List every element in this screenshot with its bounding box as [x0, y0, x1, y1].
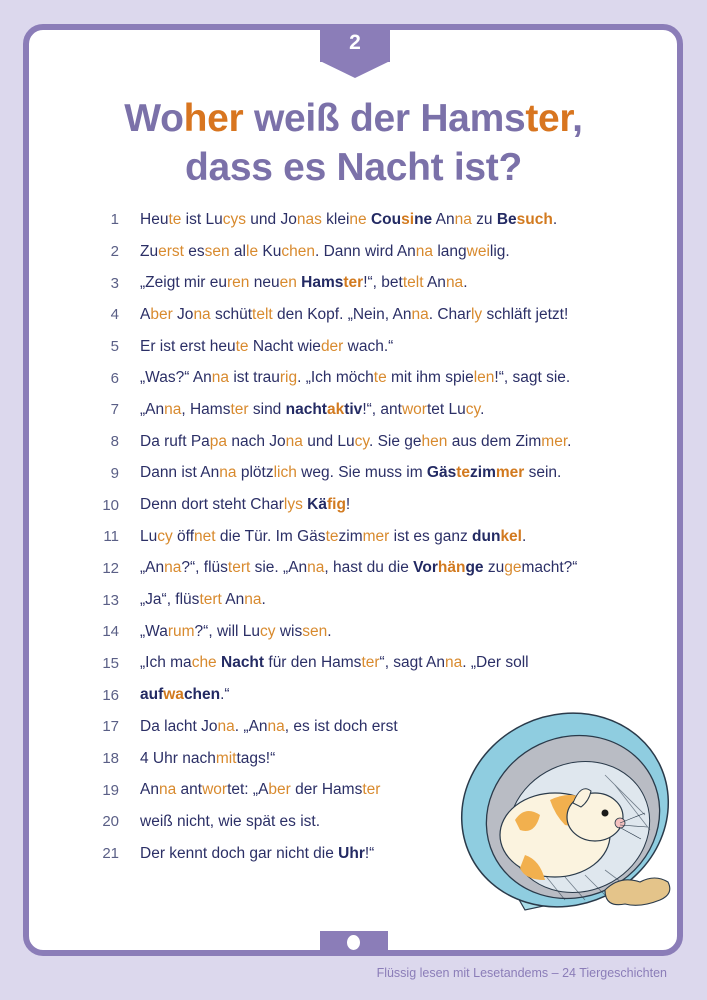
syllable: Nacht: [221, 654, 265, 672]
syllable: na: [445, 654, 463, 672]
syllable: hän: [437, 559, 466, 577]
syllable: te: [168, 210, 182, 228]
syllable: An: [140, 781, 159, 799]
story-line: [95, 299, 655, 331]
story-line: [95, 489, 655, 521]
syllable: Nacht wie: [248, 337, 321, 355]
syllable: ly: [470, 305, 483, 323]
syllable: che: [191, 654, 217, 672]
line-number: 2: [110, 243, 119, 261]
line-number: 9: [110, 464, 119, 482]
syllable: Vor: [413, 559, 438, 577]
syllable: An: [221, 591, 245, 609]
syllable: na: [285, 432, 303, 450]
syllable: na: [217, 717, 235, 735]
syllable: und Jo: [245, 210, 297, 228]
syllable: wor: [202, 781, 228, 799]
syllable: schläft jetzt!: [482, 305, 569, 323]
syllable: ?“, will Lu: [194, 622, 261, 640]
syllable: mit: [215, 749, 237, 767]
story-line: [95, 331, 655, 363]
syllable: „An: [140, 400, 165, 418]
syllable: weiß nicht, wie spät es ist.: [140, 812, 321, 830]
syllable: te: [235, 337, 249, 355]
syllable: fig: [326, 496, 346, 514]
syllable: , hast du die: [324, 559, 414, 577]
syllable: .“: [220, 686, 230, 704]
syllable: sie. „An: [250, 559, 308, 577]
syllable: sen: [204, 242, 230, 260]
syllable: der: [320, 337, 344, 355]
syllable: „Ja“, flüs: [140, 591, 200, 609]
line-text: [140, 274, 468, 292]
story-line: [95, 616, 655, 648]
syllable: lig.: [489, 242, 510, 260]
syllable: schüt: [210, 305, 253, 323]
syllable: . Char: [428, 305, 471, 323]
line-text: [140, 781, 380, 799]
syllable: chen: [281, 242, 315, 260]
syllable: Wo: [124, 97, 184, 140]
syllable: na: [164, 559, 182, 577]
line-number: 19: [102, 781, 119, 799]
syllable: Hams: [301, 274, 344, 292]
syllable: .: [480, 400, 485, 418]
syllable: lich: [273, 464, 297, 482]
syllable: dun: [472, 527, 501, 545]
syllable: wis: [275, 622, 303, 640]
syllable: . „Der soll: [462, 654, 529, 672]
syllable: . „Ich möch: [297, 369, 374, 387]
syllable: Dann ist An: [140, 464, 220, 482]
syllable: ne: [349, 210, 367, 228]
syllable: erst: [158, 242, 184, 260]
line-number: 14: [102, 623, 119, 641]
line-text: [140, 338, 393, 356]
line-text: [140, 243, 510, 261]
syllable: “, sagt An: [379, 654, 446, 672]
line-number: 17: [102, 718, 119, 736]
syllable: wa: [163, 686, 184, 704]
syllable: öff: [172, 527, 195, 545]
line-text: [140, 496, 350, 514]
syllable: her: [183, 97, 244, 140]
line-number: 18: [102, 750, 119, 768]
line-text: [140, 464, 561, 482]
syllable: Gäs: [426, 464, 457, 482]
syllable: für den Hams: [264, 654, 362, 672]
line-number: 4: [110, 306, 119, 324]
line-number: 7: [110, 401, 119, 419]
line-number: 11: [103, 528, 119, 546]
syllable: kel: [500, 527, 522, 545]
syllable: tiv: [344, 400, 363, 418]
syllable: na: [244, 591, 262, 609]
syllable: Da ruft Pa: [140, 432, 210, 450]
syllable: An: [432, 210, 455, 228]
story-line: [95, 394, 655, 426]
syllable: na: [445, 274, 464, 292]
syllable: !: [345, 496, 351, 514]
syllable: ter: [361, 654, 380, 672]
syllable: Be: [496, 210, 517, 228]
syllable: nas: [296, 210, 322, 228]
line-text: [140, 369, 570, 387]
syllable: rig: [279, 369, 298, 387]
syllable: tet: „A: [227, 781, 269, 799]
line-number: 12: [102, 559, 119, 577]
syllable: len: [473, 369, 495, 387]
syllable: al: [229, 242, 246, 260]
syllable: 4 Uhr nach: [140, 749, 216, 767]
syllable: na: [267, 717, 285, 735]
syllable: ber: [150, 305, 173, 323]
footer-series-title: Flüssig lesen mit Lesetandems – 24 Tiergeschichten: [376, 966, 667, 980]
syllable: le: [246, 242, 259, 260]
syllable: cy: [260, 622, 276, 640]
syllable: .: [567, 432, 572, 450]
syllable: cy: [465, 400, 481, 418]
syllable: hen: [421, 432, 448, 450]
syllable: mit ihm spie: [386, 369, 474, 387]
syllable: ter: [343, 274, 364, 292]
syllable: wor: [401, 400, 427, 418]
syllable: Cou: [370, 210, 402, 228]
syllable: na: [158, 781, 177, 799]
line-number: 5: [110, 338, 119, 356]
syllable: na: [415, 242, 434, 260]
syllable: macht?“: [521, 559, 578, 577]
syllable: ?“, flüs: [181, 559, 228, 577]
line-text: [140, 750, 275, 768]
syllable: na: [219, 464, 237, 482]
line-text: [140, 559, 577, 577]
syllable: !“: [364, 844, 375, 862]
syllable: ist trau: [229, 369, 280, 387]
syllable: tert: [227, 559, 251, 577]
syllable: .: [327, 622, 332, 640]
line-number: 20: [102, 813, 119, 831]
syllable: .: [522, 527, 527, 545]
story-line: [95, 267, 655, 299]
syllable: .: [261, 591, 266, 609]
syllable: es: [183, 242, 205, 260]
syllable: na: [211, 369, 230, 387]
syllable: ne: [414, 210, 433, 228]
syllable: „An: [140, 559, 165, 577]
syllable: weg. Sie muss im: [296, 464, 427, 482]
syllable: weiß der Hams: [243, 97, 526, 140]
line-number: 13: [102, 591, 119, 609]
syllable: ak: [326, 400, 345, 418]
syllable: „Ich ma: [140, 654, 192, 672]
line-number: 8: [110, 433, 119, 451]
syllable: te: [325, 527, 339, 545]
syllable: „Wa: [140, 622, 168, 640]
syllable: ren: [227, 274, 250, 292]
syllable: telt: [252, 305, 273, 323]
syllable: zu: [471, 210, 497, 228]
syllable: Lu: [140, 527, 158, 545]
syllable: . Sie ge: [368, 432, 422, 450]
syllable: Kä: [307, 496, 327, 514]
syllable: ist Lu: [181, 210, 223, 228]
line-text: [140, 845, 374, 863]
syllable: Zu: [140, 242, 159, 260]
syllable: si: [401, 210, 415, 228]
syllable: lang: [433, 242, 467, 260]
line-number: 6: [110, 369, 119, 387]
syllable: cys: [222, 210, 246, 228]
syllable: nach Jo: [227, 432, 286, 450]
syllable: cy: [354, 432, 369, 450]
syllable: Denn dort steht Char: [140, 496, 284, 514]
syllable: na: [307, 559, 325, 577]
page-indicator-dot: [347, 935, 360, 950]
syllable: den Kopf. „Nein, An: [272, 305, 412, 323]
line-text: [140, 623, 332, 641]
syllable: „Zeigt mir eu: [140, 274, 227, 292]
syllable: tags!“: [236, 749, 276, 767]
line-text: [140, 654, 529, 672]
page-number: 2: [349, 31, 361, 54]
syllable: die Tür. Im Gäs: [215, 527, 326, 545]
syllable: Da lacht Jo: [140, 717, 218, 735]
syllable: Jo: [172, 305, 194, 323]
line-number: 21: [102, 845, 119, 863]
syllable: na: [193, 305, 211, 323]
syllable: na: [164, 400, 182, 418]
syllable: wei: [466, 242, 490, 260]
syllable: zu: [483, 559, 505, 577]
line-number: 15: [102, 654, 119, 672]
title-line-2: [40, 143, 667, 192]
syllable: Uhr: [338, 844, 365, 862]
syllable: pa: [209, 432, 228, 450]
syllable: zim: [470, 464, 496, 482]
syllable: ge: [465, 559, 484, 577]
syllable: chen: [183, 686, 221, 704]
line-text: [140, 528, 526, 546]
syllable: en: [279, 274, 297, 292]
syllable: telt: [402, 274, 424, 292]
line-text: [140, 433, 571, 451]
syllable: ge: [504, 559, 522, 577]
syllable: te: [456, 464, 471, 482]
page-number-tab-arrow: [320, 61, 390, 78]
syllable: cy: [157, 527, 173, 545]
syllable: tet Lu: [426, 400, 466, 418]
syllable: der Hams: [290, 781, 363, 799]
syllable: tert: [199, 591, 222, 609]
syllable: ber: [268, 781, 291, 799]
syllable: mer: [541, 432, 568, 450]
line-text: [140, 686, 230, 704]
line-number: 1: [110, 211, 119, 229]
syllable: nacht: [285, 400, 327, 418]
syllable: .: [463, 274, 468, 292]
syllable: na: [411, 305, 429, 323]
syllable: . „An: [234, 717, 268, 735]
syllable: und Lu: [302, 432, 355, 450]
syllable: , es ist doch erst: [284, 717, 398, 735]
story-line: [95, 553, 655, 585]
title-line-1: [40, 94, 667, 143]
syllable: .: [552, 210, 558, 228]
story-title: [40, 94, 667, 192]
syllable: neu: [249, 274, 280, 292]
syllable: lys: [283, 496, 303, 514]
story-line: [95, 204, 655, 236]
syllable: such: [516, 210, 553, 228]
story-line: [95, 236, 655, 268]
syllable: !“, sagt sie.: [494, 369, 571, 387]
syllable: auf: [140, 686, 164, 704]
story-line: [95, 426, 655, 458]
syllable: sen: [302, 622, 328, 640]
syllable: ant: [176, 781, 203, 799]
syllable: mer: [495, 464, 525, 482]
syllable: , Hams: [181, 400, 231, 418]
line-text: [140, 306, 568, 324]
syllable: ,: [572, 97, 583, 140]
syllable: mer: [362, 527, 390, 545]
line-number: 10: [102, 496, 119, 514]
syllable: aus dem Zim: [447, 432, 542, 450]
syllable: sind: [248, 400, 286, 418]
syllable: wach.“: [343, 337, 394, 355]
line-text: [140, 401, 484, 419]
syllable: ter: [230, 400, 249, 418]
story-line: [95, 521, 655, 553]
line-text: [140, 718, 398, 736]
syllable: A: [140, 305, 151, 323]
hamster-wheel-illustration: [455, 705, 685, 920]
syllable: rum: [167, 622, 195, 640]
story-line: [95, 648, 655, 680]
syllable: „Was?“ An: [140, 369, 212, 387]
syllable: !“, bet: [363, 274, 403, 292]
line-number: 16: [102, 686, 119, 704]
syllable: net: [194, 527, 216, 545]
syllable: ter: [525, 97, 573, 140]
syllable: Ku: [258, 242, 282, 260]
syllable: Er ist erst heu: [140, 337, 236, 355]
syllable: ist es ganz: [389, 527, 473, 545]
syllable: sein.: [524, 464, 562, 482]
syllable: Heu: [140, 210, 169, 228]
syllable: na: [454, 210, 472, 228]
syllable: zim: [338, 527, 363, 545]
line-text: [140, 813, 320, 831]
line-text: [140, 591, 266, 609]
syllable: ter: [362, 781, 381, 799]
story-line: [95, 584, 655, 616]
syllable: . Dann wird An: [314, 242, 416, 260]
story-line: [95, 362, 655, 394]
syllable: plötz: [236, 464, 274, 482]
syllable: Der kennt doch gar nicht die: [140, 844, 339, 862]
line-number: 3: [110, 274, 119, 292]
syllable: An: [423, 274, 446, 292]
line-text: [140, 211, 557, 229]
syllable: klei: [321, 210, 350, 228]
story-line: [95, 458, 655, 490]
syllable: dass es Nacht ist?: [184, 146, 523, 189]
syllable: !“, ant: [362, 400, 402, 418]
syllable: te: [373, 369, 387, 387]
